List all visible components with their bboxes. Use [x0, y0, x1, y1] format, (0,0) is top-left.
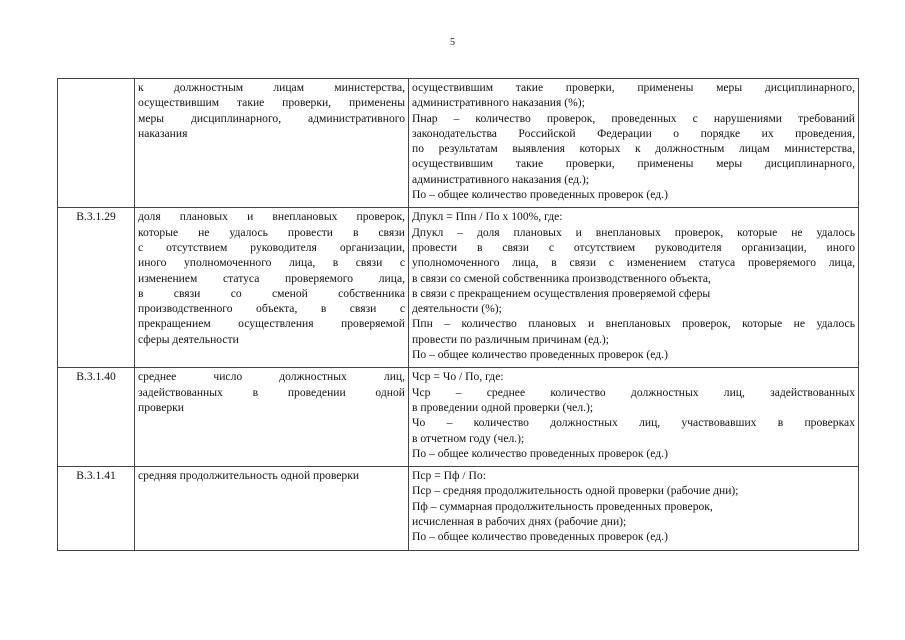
formula-line: административного наказания (%);: [412, 96, 585, 110]
formula-line: в связи со сменой собственника производственного объекта,: [412, 271, 711, 285]
indicator-name-line: прекращением осуществления проверяемой: [138, 317, 405, 331]
indicator-formula: [409, 368, 859, 467]
formula-line: Чср = Чо / По, где:: [412, 370, 504, 384]
formula-line: Пнар – количество проверок, проведенных с нарушениями требований: [412, 111, 855, 125]
indicator-name-line: среднее число должностных лиц,: [138, 370, 405, 384]
formula-line: По – общее количество проведенных проверок (ед.): [412, 348, 668, 362]
formula-line: Ппн – количество плановых и внеплановых проверок, которые не удалось: [412, 317, 855, 331]
formula-line: осуществившим такие проверки, применены меры дисциплинарного,: [412, 157, 855, 171]
indicators-table: [57, 78, 859, 551]
indicator-name-line: сферы деятельности: [138, 332, 239, 346]
formula-line: в связи с прекращением осуществления проверяемой сферы: [412, 286, 711, 300]
formula-line: Пср – средняя продолжительность одной проверки (рабочие дни);: [412, 484, 739, 498]
indicator-name-line: наказания: [138, 126, 188, 140]
indicator-name: [135, 79, 409, 208]
indicator-code: В.3.1.41: [58, 467, 135, 550]
table-row: [58, 467, 859, 550]
indicator-name-line: иного уполномоченного лица, в связи с: [138, 256, 405, 270]
indicator-formula: [409, 467, 859, 550]
page-number: 5: [450, 37, 455, 48]
indicator-code: В.3.1.40: [58, 368, 135, 467]
indicator-name-line: производственного объекта, в связи с: [138, 302, 405, 316]
indicator-name-line: меры дисциплинарного, административного: [138, 111, 405, 125]
table-row: [58, 208, 859, 368]
formula-line: По – общее количество проведенных проверок (ед.): [412, 530, 668, 544]
indicator-name-line: средняя продолжительность одной проверки: [138, 469, 360, 483]
indicator-name-line: проверки: [138, 400, 184, 414]
indicator-formula: [409, 208, 859, 368]
formula-line: Чср – среднее количество должностных лиц, задействованных: [412, 385, 855, 399]
indicator-name-line: с отсутствием руководителя организации,: [138, 240, 405, 254]
formula-line: Пср = Пф / По:: [412, 469, 486, 483]
table-row: [58, 79, 859, 208]
formula-line: Дпукл – доля плановых и внеплановых проверок, которые не удалось: [412, 225, 855, 239]
formula-line: деятельности (%);: [412, 302, 502, 316]
indicator-name-line: задействованных в проведении одной: [138, 385, 405, 399]
formula-line: Дпукл = Ппн / По х 100%, где:: [412, 210, 563, 224]
indicator-name-line: к должностным лицам министерства,: [138, 81, 405, 94]
indicator-name-line: изменением статуса проверяемого лица,: [138, 271, 405, 285]
indicator-code: [58, 79, 135, 208]
formula-line: осуществившим такие проверки, применены меры дисциплинарного,: [412, 81, 855, 94]
formula-line: провести по различным причинам (ед.);: [412, 332, 609, 346]
formula-line: по результатам выявления которых к должностным лицам министерства,: [412, 142, 855, 156]
indicator-name: [135, 467, 409, 550]
formula-line: По – общее количество проведенных проверок (ед.): [412, 188, 668, 202]
formula-line: уполномоченного лица, в связи с изменением статуса проверяемого лица,: [412, 256, 855, 270]
formula-line: в отчетном году (чел.);: [412, 431, 525, 445]
formula-line: По – общее количество проведенных проверок (ед.): [412, 446, 668, 460]
formula-line: провести в связи с отсутствием руководителя организации, иного: [412, 240, 855, 254]
indicator-code: В.3.1.29: [58, 208, 135, 368]
indicator-name-line: которые не удалось провести в связи: [138, 225, 405, 239]
formula-line: исчисленная в рабочих днях (рабочие дни);: [412, 515, 627, 529]
formula-line: законодательства Российской Федерации о порядке их проведения,: [412, 126, 855, 140]
indicator-name: [135, 208, 409, 368]
formula-line: Чо – количество должностных лиц, участвовавших в проверках: [412, 416, 855, 430]
indicator-formula: [409, 79, 859, 208]
table-row: [58, 368, 859, 467]
indicator-name-line: в связи со сменой собственника: [138, 286, 405, 300]
formula-line: Пф – суммарная продолжительность проведенных проверок,: [412, 499, 713, 513]
indicator-name: [135, 368, 409, 467]
indicator-name-line: доля плановых и внеплановых проверок,: [138, 210, 405, 224]
formula-line: в проведении одной проверки (чел.);: [412, 400, 594, 414]
formula-line: административного наказания (ед.);: [412, 172, 589, 186]
indicator-name-line: осуществившим такие проверки, применены: [138, 96, 405, 110]
